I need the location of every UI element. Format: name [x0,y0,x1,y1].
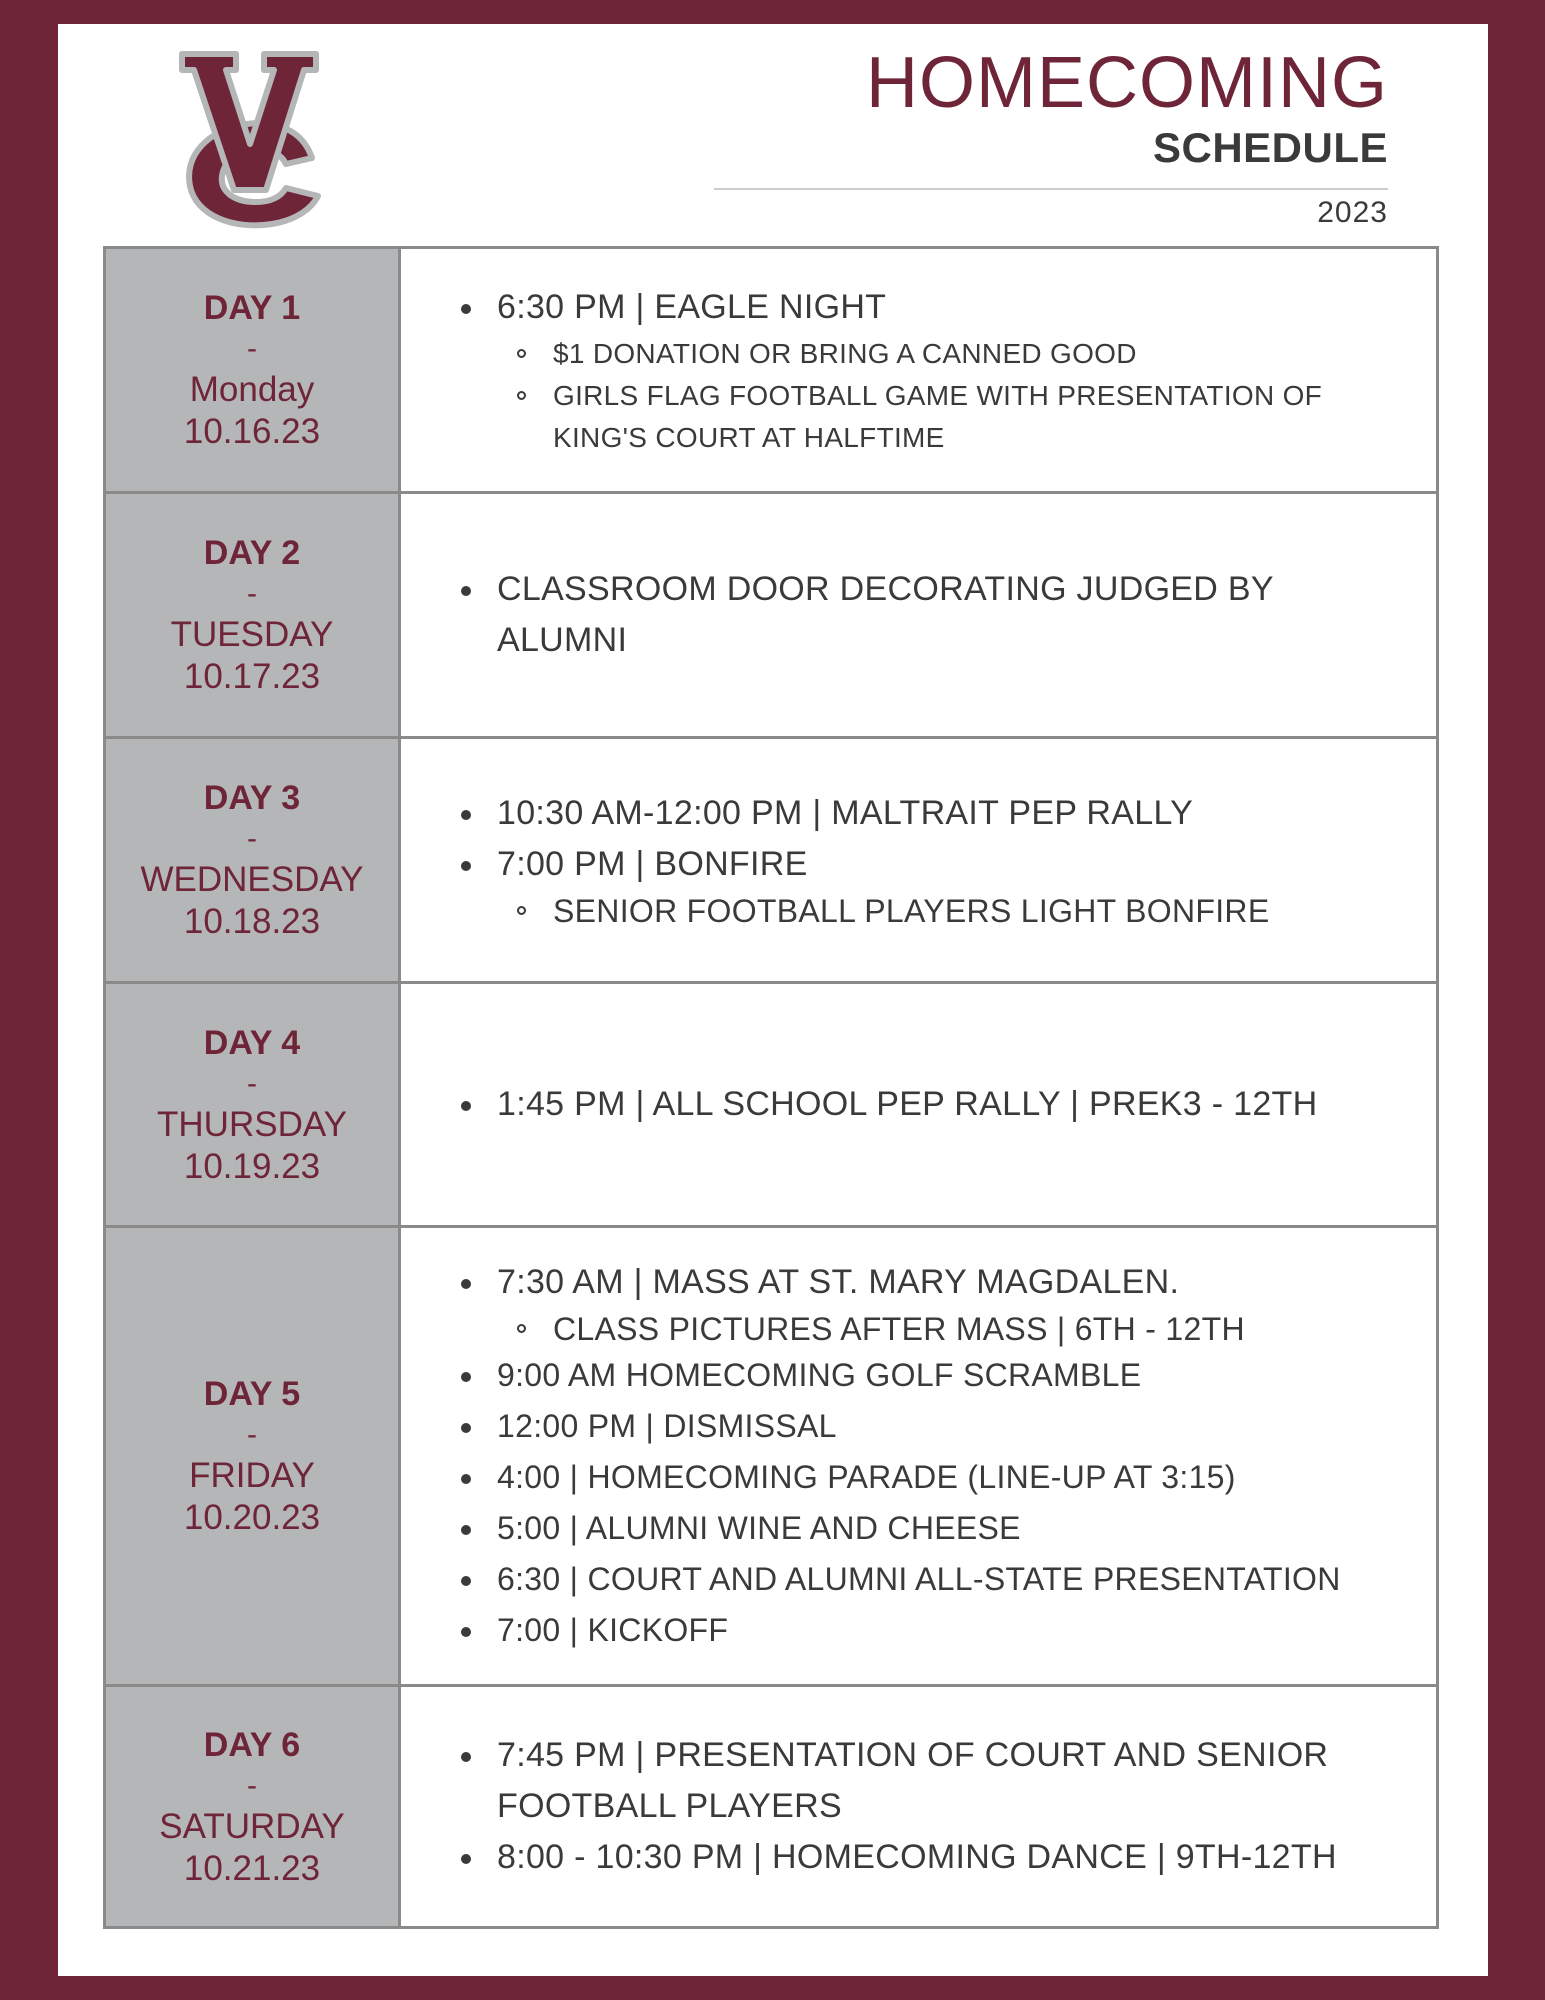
day-weekday: THURSDAY [157,1104,347,1144]
event-list [455,282,1396,459]
event-list [455,1257,1396,1656]
events-cell [401,1687,1436,1926]
event-list [455,1730,1396,1883]
event-text: 7:30 AM | MASS AT ST. MARY MAGDALEN. [497,1262,1180,1301]
day-label: DAY 4 [203,1023,301,1062]
event-sublist [497,333,1396,459]
title-block [866,44,1388,174]
day-cell [106,984,401,1225]
event-item: 12:00 PM | DISMISSAL [455,1401,1396,1452]
event-subitem: $1 DONATION OR BRING A CANNED GOOD [497,333,1396,375]
day-date: 10.16.23 [183,412,321,451]
day-dash: - [247,1418,257,1451]
event-item: 4:00 | HOMECOMING PARADE (LINE-UP AT 3:15) [455,1452,1396,1503]
events-cell [401,739,1436,981]
event-item: 7:00 | KICKOFF [455,1605,1396,1656]
event-text: 6:30 PM | EAGLE NIGHT [497,287,887,326]
schedule-row-day-5 [106,1225,1436,1684]
events-cell [401,249,1436,491]
events-cell [401,984,1436,1225]
day-dash: - [247,822,257,855]
schedule-row-day-4 [106,981,1436,1225]
day-date: 10.21.23 [183,1848,321,1888]
schedule-row-day-6 [106,1684,1436,1926]
schedule-row-day-1 [106,249,1436,491]
event-sublist [497,1308,1396,1350]
event-item: 7:45 PM | PRESENTATION OF COURT AND SENIOR FOOTBALL PLAYERS [455,1730,1396,1832]
day-date: 10.18.23 [183,902,321,941]
vc-school-logo [162,48,332,233]
day-label: DAY 3 [203,779,301,817]
day-weekday: SATURDAY [159,1806,345,1846]
event-item [455,1257,1396,1350]
day-cell [106,1687,401,1926]
day-label: DAY 2 [203,534,301,572]
event-item: 1:45 PM | ALL SCHOOL PEP RALLY | PREK3 - 12TH [455,1079,1396,1130]
schedule-row-day-2 [106,491,1436,736]
page-title: HOMECOMING [866,43,1388,123]
day-cell [106,739,401,981]
event-subitem: GIRLS FLAG FOOTBALL GAME WITH PRESENTATION OF KING'S COURT AT HALFTIME [497,375,1396,459]
day-cell [106,1228,401,1684]
events-cell [401,494,1436,736]
schedule-row-day-3 [106,736,1436,981]
event-list [455,1079,1396,1130]
day-dash: - [247,577,257,610]
day-date: 10.19.23 [183,1146,321,1186]
event-subitem: CLASS PICTURES AFTER MASS | 6TH - 12TH [497,1308,1396,1350]
day-date: 10.17.23 [183,657,321,696]
event-item [455,839,1396,932]
event-list [455,788,1396,932]
title-divider [714,188,1388,190]
day-date: 10.20.23 [183,1498,321,1537]
events-cell [401,1228,1436,1684]
day-weekday: WEDNESDAY [140,860,364,899]
event-item: 9:00 AM HOMECOMING GOLF SCRAMBLE [455,1350,1396,1401]
event-item: CLASSROOM DOOR DECORATING JUDGED BY ALUMNI [455,564,1396,666]
page-subtitle: SCHEDULE [1152,124,1388,172]
day-weekday: Monday [189,370,315,409]
event-item [455,282,1396,459]
schedule-year: 2023 [1317,196,1388,229]
day-dash: - [247,332,257,365]
event-item: 8:00 - 10:30 PM | HOMECOMING DANCE | 9TH-12TH [455,1832,1396,1883]
flyer-page [58,24,1488,1976]
day-weekday: TUESDAY [170,615,334,654]
event-list [455,564,1396,666]
event-item: 5:00 | ALUMNI WINE AND CHEESE [455,1503,1396,1554]
day-dash: - [247,1066,257,1100]
day-label: DAY 5 [203,1375,301,1413]
day-cell [106,494,401,736]
event-item: 6:30 | COURT AND ALUMNI ALL-STATE PRESENTATION [455,1554,1396,1605]
day-dash: - [247,1768,257,1802]
day-label: DAY 1 [203,289,301,327]
day-cell [106,249,401,491]
event-text: 7:00 PM | BONFIRE [497,845,808,883]
event-sublist [497,890,1396,932]
day-weekday: FRIDAY [189,1456,315,1495]
event-subitem: SENIOR FOOTBALL PLAYERS LIGHT BONFIRE [497,890,1396,932]
schedule-table [103,246,1439,1929]
event-item: 10:30 AM-12:00 PM | MALTRAIT PEP RALLY [455,788,1396,839]
day-label: DAY 6 [203,1725,301,1764]
